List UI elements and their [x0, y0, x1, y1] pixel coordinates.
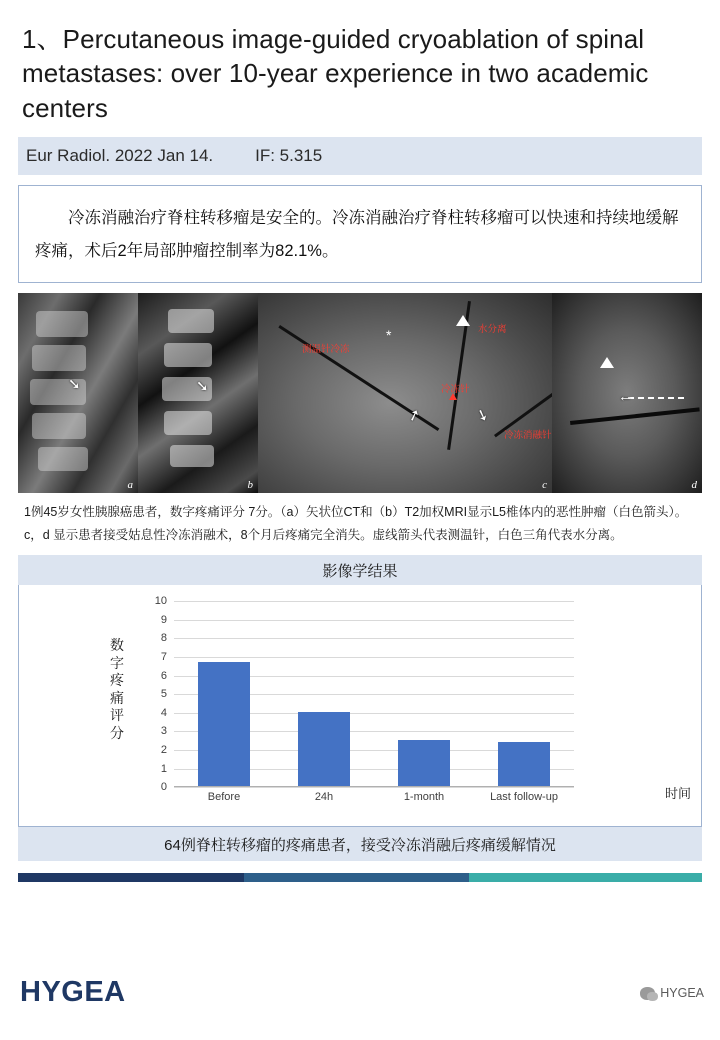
annotation-thermocouple: 测温针冷冻: [302, 343, 350, 355]
chart-x-tick-label: 24h: [314, 791, 334, 804]
chart-y-tick-label: 6: [160, 669, 167, 682]
thermocouple-dashed-line: [628, 397, 684, 399]
chart-y-axis-title: 数字疼痛评分: [110, 637, 124, 741]
chart-x-tick-labels: [174, 791, 574, 803]
wechat-icon: [640, 987, 655, 1000]
chart-y-tick-label: 8: [160, 632, 167, 645]
figure-panel-d: [552, 293, 702, 493]
chart-x-tick-label: Before: [207, 791, 241, 804]
chart-section-footer: 64例脊柱转移瘤的疼痛患者，接受冷冻消融后疼痛缓解情况: [18, 827, 702, 861]
chart-bar-slot: [274, 601, 374, 786]
chart-y-tick-label: 1: [160, 762, 167, 775]
chart-y-tick-label: 2: [160, 743, 167, 756]
annotation-cryoablation-needle: 冷冻消融针: [504, 429, 552, 441]
decorative-color-band: [18, 873, 702, 882]
chart-container: [18, 585, 702, 827]
asterisk-marker: *: [386, 326, 392, 343]
page-title: 1、Percutaneous image-guided cryoablation of spinal metastases: over 10-year experience in two academic centers: [22, 24, 649, 123]
figure-panel-c-label: c: [542, 478, 547, 491]
brand-logo: HYGEA: [20, 976, 126, 1008]
chart-y-tick-label: 9: [160, 613, 167, 626]
chart-bar: [198, 662, 250, 787]
chart-x-tick-label: Last follow-up: [490, 791, 558, 804]
chart-x-axis-title: 时间: [664, 786, 691, 802]
figure-strip: [18, 293, 702, 493]
chart-bar-slot: [174, 601, 274, 786]
impact-factor: IF: 5.315: [255, 145, 323, 165]
chart-section-header: 影像学结果: [18, 555, 702, 585]
chart-bar: [398, 740, 450, 787]
chart-bars: [174, 601, 574, 786]
chart-y-tick-label: 0: [160, 781, 167, 794]
wechat-account: [640, 986, 704, 1000]
wechat-account-name: HYGEA: [660, 986, 704, 1000]
chart-gridline: [160, 781, 574, 794]
abstract-text: 冷冻消融治疗脊柱转移瘤是安全的。冷冻消融治疗脊柱转移瘤可以快速和持续地缓解疼痛，术后2年局部肿瘤控制率为82.1%。: [18, 185, 702, 283]
annotation-cryoprobe: 冷冻针: [441, 383, 470, 395]
figure-panel-b: [138, 293, 258, 493]
band-segment-teal: [469, 873, 702, 882]
figure-panel-a: [18, 293, 138, 493]
page-footer: [0, 962, 720, 1040]
figure-panel-a-label: a: [127, 478, 133, 491]
white-triangle-icon: [600, 357, 614, 368]
figure-panel-b-label: b: [247, 478, 253, 491]
white-arrow-icon: ➘: [68, 375, 81, 393]
chart-bar-slot: [474, 601, 574, 786]
chart-y-tick-label: 7: [160, 650, 167, 663]
chart-bar: [298, 712, 350, 786]
chart-bar: [498, 742, 550, 787]
band-segment-mid: [244, 873, 470, 882]
figure-panel-c: [258, 293, 552, 493]
red-arrow-icon: [449, 393, 457, 400]
needle-shaft: [570, 407, 700, 425]
chart-plot-area: [154, 595, 574, 794]
chart-y-tick-label: 4: [160, 706, 167, 719]
chart-y-tick-label: 5: [160, 688, 167, 701]
chart-x-tick-label: 1-month: [403, 791, 445, 804]
figure-panel-d-label: d: [691, 478, 697, 491]
chart-y-tick-label: 3: [160, 725, 167, 738]
white-arrow-icon: ➘: [196, 377, 209, 395]
white-arrow-icon: ➘: [473, 405, 492, 426]
white-arrow-icon: ➚: [405, 405, 424, 426]
chart-y-tick-label: 10: [154, 595, 167, 608]
needle-shaft: [494, 323, 552, 437]
journal-citation: Eur Radiol. 2022 Jan 14.: [26, 145, 214, 165]
white-arrow-icon: ←: [618, 387, 633, 405]
band-segment-dark: [18, 873, 244, 882]
chart-x-axis: [174, 786, 574, 787]
journal-info-bar: [18, 137, 702, 175]
figure-caption: 1例45岁女性胰腺癌患者，数字疼痛评分 7分。（a）矢状位CT和（b）T2加权MRI显示L5椎体内的恶性肿瘤（白色箭头）。c，d 显示患者接受姑息性冷冻消融术，8个月后疼痛完全消失。虚线箭头代表测温针，白色三角代表水分离。: [24, 504, 688, 543]
annotation-hydrodissection: 水分离: [478, 323, 507, 335]
white-triangle-icon: [456, 315, 470, 326]
chart-bar-slot: [374, 601, 474, 786]
